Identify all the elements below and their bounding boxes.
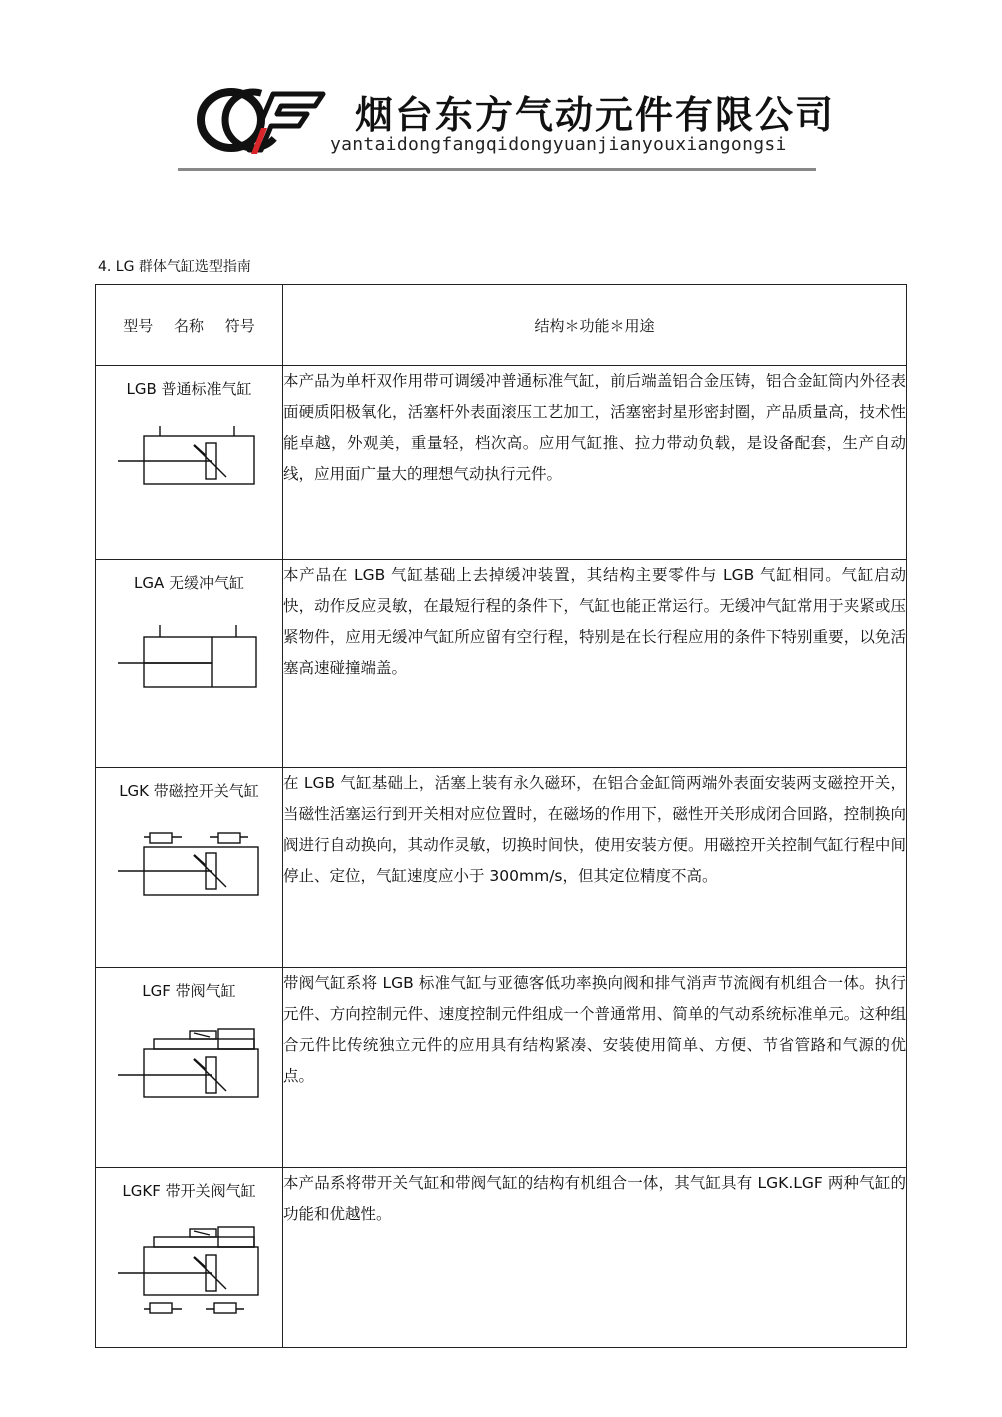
row-name-cell	[96, 366, 283, 560]
row-name: LGF 带阀气缸	[142, 982, 236, 1000]
lga-cylinder-symbol	[114, 615, 264, 695]
company-name-en: yantaidongfangqidongyuanjianyouxiangongsi	[330, 134, 787, 155]
header-name: 名称	[173, 316, 204, 335]
row-description: 本产品系将带开关气缸和带阀气缸的结构有机组合一体，其气缸具有 LGK.LGF 两种气缸的功能和优越性。	[283, 1168, 907, 1348]
table-row	[96, 768, 907, 968]
row-name-cell	[96, 560, 283, 768]
row-description: 本产品在 LGB 气缸基础上去掉缓冲装置，其结构主要零件与 LGB 气缸相同。气缸启动快，动作反应灵敏，在最短行程的条件下，气缸也能正常运行。无缓冲气缸常用于夹紧或压紧物件，应用无缓冲气缸所应留有空行程，特别是在长行程应用的条件下特别重要，以免活塞高速碰撞端盖。	[283, 560, 907, 768]
row-name: LGB 普通标准气缸	[126, 380, 252, 398]
row-name: LGA 无缓冲气缸	[133, 574, 244, 592]
row-name: LGK 带磁控开关气缸	[119, 782, 259, 800]
lgf-cylinder-symbol	[114, 1023, 264, 1103]
header-model: 型号	[123, 316, 154, 335]
company-name-cn: 烟台东方气动元件有限公司	[355, 93, 836, 137]
row-description: 带阀气缸系将 LGB 标准气缸与亚德客低功率换向阀和排气消声节流阀有机组合一体。执行元件、方向控制元件、速度控制元件组成一个普通常用、简单的气动系统标准单元。这种组合元件比传统独立元件的应用具有结构紧凑、安装使用简单、方便、节省管路和气源的优点。	[283, 968, 907, 1168]
row-name-cell	[96, 1168, 283, 1348]
table-row	[96, 560, 907, 768]
row-name-cell	[96, 968, 283, 1168]
row-name-cell	[96, 768, 283, 968]
table-header-row	[96, 285, 907, 366]
lgk-cylinder-symbol	[114, 823, 264, 903]
cylinder-selection-table	[95, 284, 907, 1348]
section-title: 4. LG 群体气缸选型指南	[98, 259, 251, 275]
header-description: 结构＊功能＊用途	[283, 285, 907, 366]
header-divider	[178, 168, 816, 171]
company-header	[195, 78, 835, 178]
table-row	[96, 366, 907, 560]
row-name: LGKF 带开关阀气缸	[122, 1182, 256, 1200]
row-description: 在 LGB 气缸基础上，活塞上装有永久磁环，在铝合金缸筒两端外表面安装两支磁控开关，当磁性活塞运行到开关相对应位置时，在磁场的作用下，磁性开关形成闭合回路，控制换向阀进行自动换向，其动作灵敏，切换时间快，使用安装方便。用磁控开关控制气缸行程中间停止、定位，气缸速度应小于 300mm/s，但其定位精度不高。	[283, 768, 907, 968]
header-model-name-symbol	[96, 285, 283, 366]
lgkf-cylinder-symbol	[114, 1223, 264, 1323]
row-description: 本产品为单杆双作用带可调缓冲普通标准气缸，前后端盖铝合金压铸，铝合金缸筒内外径表面硬质阳极氧化，活塞杆外表面滚压工艺加工，活塞密封星形密封圈，产品质量高，技术性能卓越，外观美，重量轻，档次高。应用气缸推、拉力带动负载，是设备配套，生产自动线，应用面广量大的理想气动执行元件。	[283, 366, 907, 560]
table-row	[96, 1168, 907, 1348]
company-logo	[195, 82, 335, 162]
table-row	[96, 968, 907, 1168]
header-symbol: 符号	[224, 316, 255, 335]
lgb-cylinder-symbol	[114, 421, 264, 491]
